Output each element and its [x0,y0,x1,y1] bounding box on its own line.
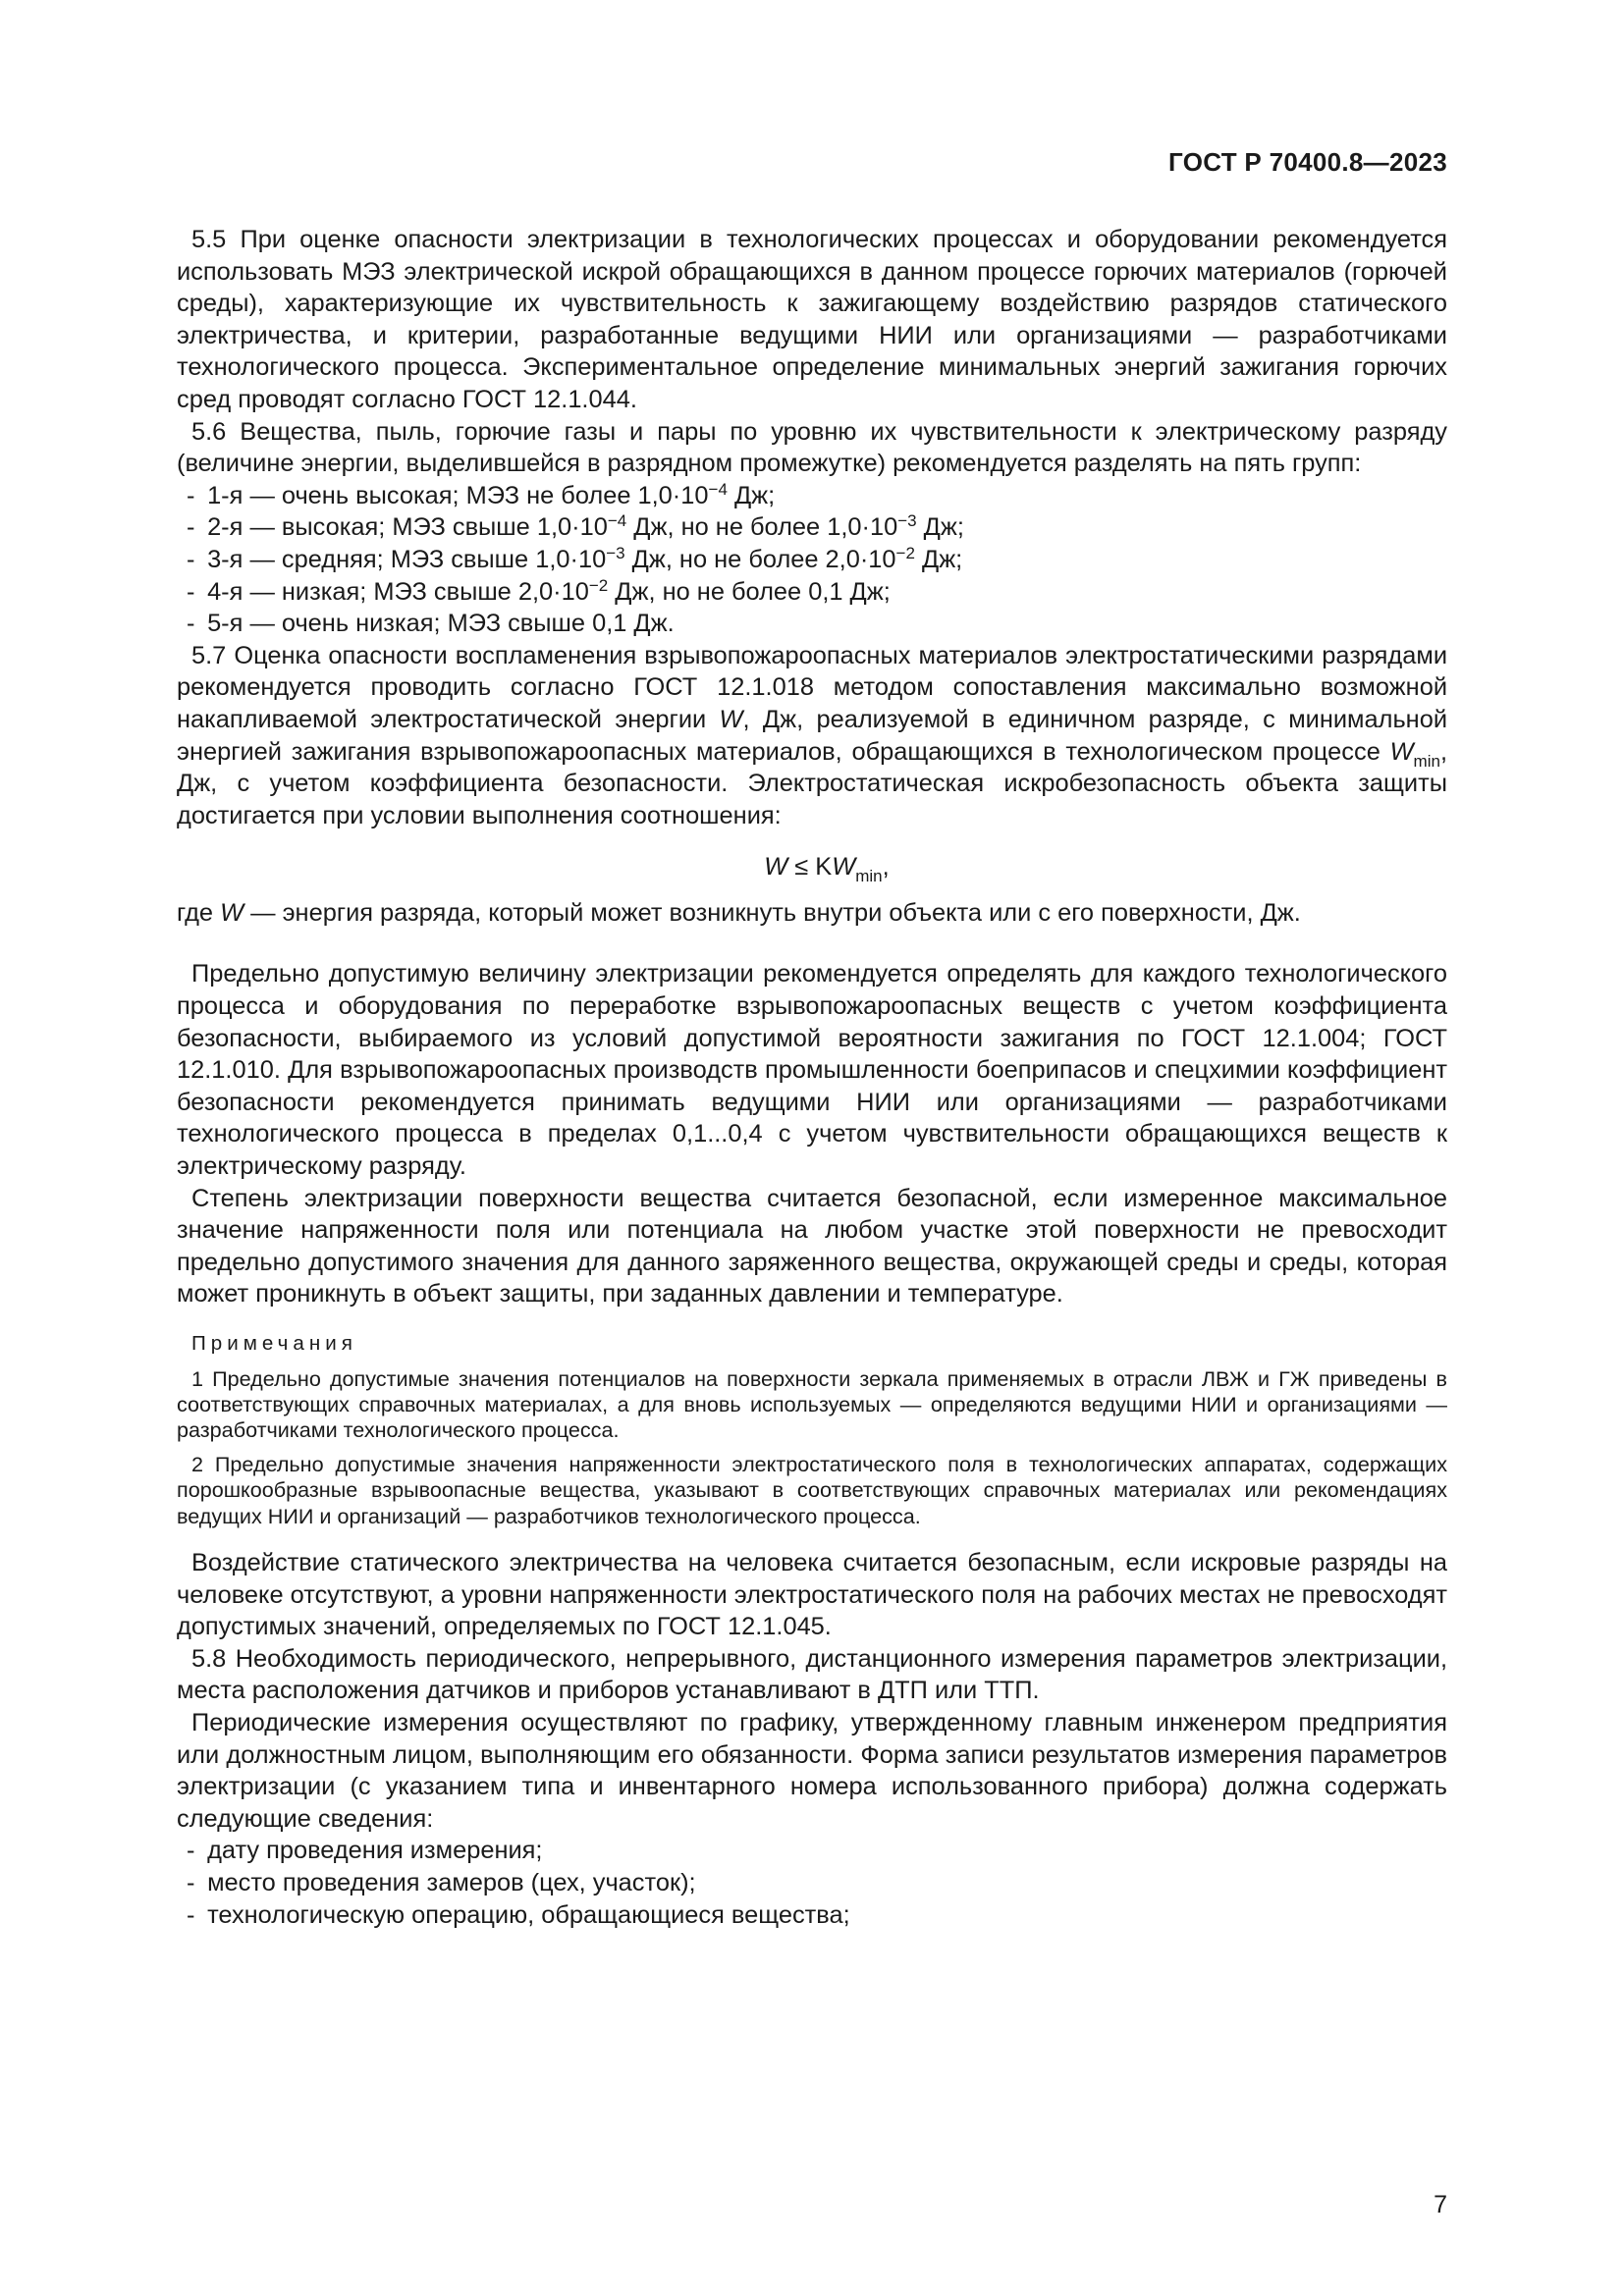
page-number: 7 [1434,2191,1447,2218]
group-item-3: - 3-я — средняя; МЭЗ свыше $1,0\cdot 10^{-3}$ Дж, но не более $2,0\cdot 10^{-2}$ Дж; [187,543,963,573]
paragraph-5-5: 5.5 При оценке опасности электризации в технологических процессах и оборудовании рекомендуется использовать МЭЗ электрической искрой обращающихся в данном процессе горючих материалов (горючей среды), характеризующие их чувствительность к зажигающему воздействию разрядов статического электричества, и критерии, разработанные ведущими НИИ или организациями — разработчиками технологического процесса. Экспериментальное определение минимальных энергий зажигания горючих сред проводят согласно ГОСТ 12.1.044. [177,226,1447,413]
paragraph-5-6: 5.6 Вещества, пыль, горючие газы и пары по уровню их чувствительности к электрическому разряду (величине энергии, выделившейся в разрядном промежутке) рекомендуется разделять на пять групп: [177,417,1447,478]
note-2: 2 Предельно допустимые значения напряженности электростатического поля в технологических аппаратах, содержащих порошкообразные взрывоопасные вещества, указывают в соответствующих справочных материалах или рекомендациях ведущих НИИ и организаций — разработчиков технологического процесса. [177,1451,1447,1528]
formula: $W \le KW_{min}$, [764,853,890,886]
group-item-4: - 4-я — низкая; МЭЗ свыше $2,0\cdot 10^{-2}$ Дж, но не более 0,1 Дж; [187,575,891,606]
list-item: - место проведения замеров (цех, участок); [187,1868,696,1896]
paragraph-degree: Степень электризации поверхности вещества считается безопасной, если измеренное максимальное значение напряженности поля или потенциала на любом участке этой поверхности не превосходит предельно допустимого значения для данного заряженного вещества, окружающей среды и среды, которая может проникнуть в объект защиты, при заданных давлении и температуре. [177,1184,1447,1308]
document-header: ГОСТ Р 70400.8—2023 [1168,147,1447,177]
group-item-2: - 2-я — высокая; МЭЗ свыше $1,0\cdot 10^{-4}$ Дж, но не более $1,0\cdot 10^{-3}$ Дж; [187,511,964,542]
paragraph-limit: Предельно допустимую величину электризации рекомендуется определять для каждого технологического процесса и оборудования по переработке взрывопожароопасных веществ с учетом коэффициента безопасности, выбираемого из условий допустимой вероятности зажигания по ГОСТ 12.1.004; ГОСТ 12.1.010. Для взрывопожароопасных производств промышленности боеприпасов и спецхимии коэффициент безопасности рекомендуется принимать ведущими НИИ или организациями — разработчиками технологического процесса в пределах 0,1...0,4 с учетом чувствительности обращающихся веществ к электрическому разряду. [177,960,1447,1181]
note-1: 1 Предельно допустимые значения потенциалов на поверхности зеркала применяемых в отрасли ЛВЖ и ГЖ приведены в соответствующих справочных материалах, а для вновь используемых — определяются ведущими НИИ и организациями — разработчиками технологического процесса. [177,1365,1447,1443]
list-item: - технологическую операцию, обращающиеся вещества; [187,1900,850,1929]
paragraph-human: Воздействие статического электричества на человека считается безопасным, если искровые разряды на человеке отсутствуют, а уровни напряженности электростатического поля на рабочих местах не превосходят допустимых значений, определяемых по ГОСТ 12.1.045. [177,1549,1447,1641]
notes-title: Примечания [191,1332,357,1355]
paragraph-5-7: 5.7 Оценка опасности воспламенения взрывопожароопасных материалов электростатическими разрядами рекомендуется проводить согласно ГОСТ 12.1.018 методом сопоставления максимально возможной накапливаемой электростатической энергии W, Дж, реализуемой в единичном разряде, с минимальной энергией зажигания взрывопожароопасных материалов, обращающихся в технологическом процессе $W_{min}$, Дж, с учетом коэффициента безопасности. Электростатическая искробезопасность объекта защиты достигается при условии выполнения соотношения: [177,641,1448,829]
document-body [177,224,1447,1931]
paragraph-periodic: Периодические измерения осуществляют по графику, утвержденному главным инженером предприятия или должностным лицом, выполняющим его обязанности. Форма записи результатов измерения параметров электризации (с указанием типа и инвентарного номера использованного прибора) должна содержать следующие сведения: [177,1709,1447,1833]
paragraph-5-8: 5.8 Необходимость периодического, непрерывного, дистанционного измерения параметров электризации, места расположения датчиков и приборов устанавливают в ДТП или ТТП. [177,1644,1447,1705]
list-item: - дату проведения измерения; [187,1837,543,1865]
group-item-5: - 5-я — очень низкая; МЭЗ свыше 0,1 Дж. [187,610,675,638]
group-item-1: - 1-я — очень высокая; МЭЗ не более $1,0\cdot 10^{-4}$ Дж; [187,479,776,509]
formula-explanation: где W — энергия разряда, который может возникнуть внутри объекта или с его поверхности, Дж. [177,898,1301,927]
